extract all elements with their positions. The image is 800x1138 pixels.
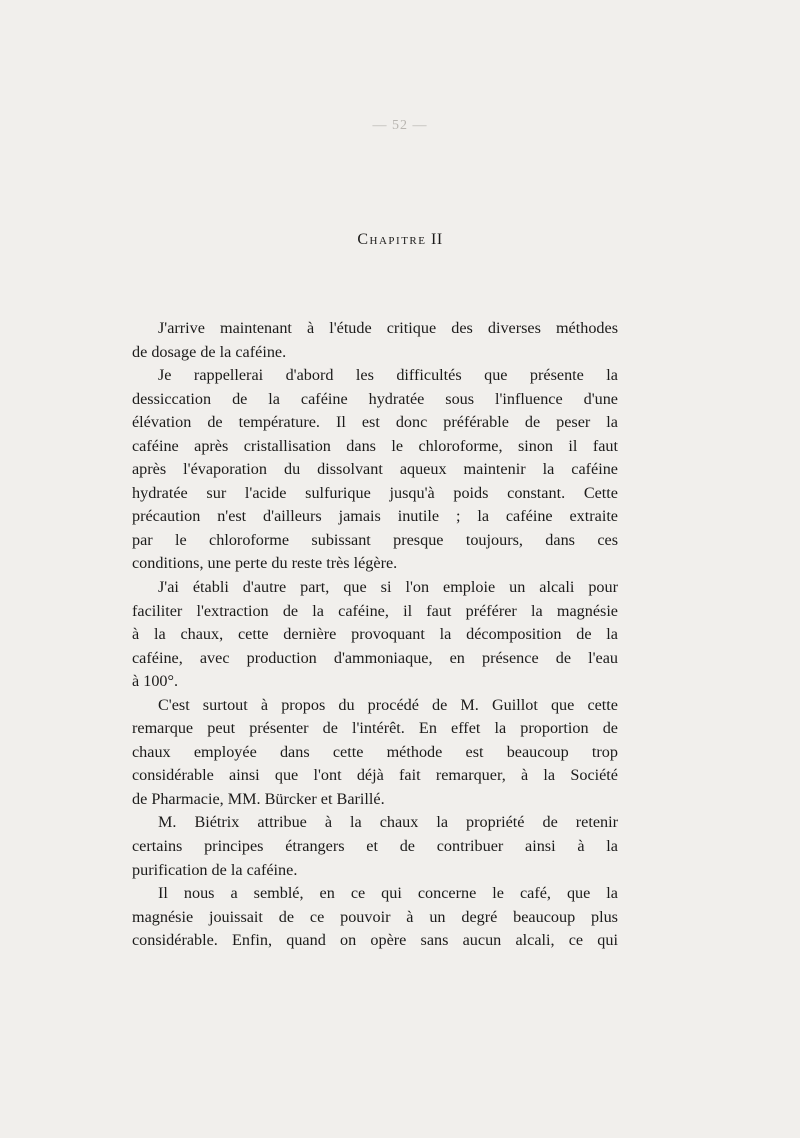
text-line: remarque peut présenter de l'intérêt. En effet la proportion de — [132, 719, 618, 738]
text-line: J'arrive maintenant à l'étude critique des diverses méthodes — [158, 319, 618, 337]
text-line: considérable. Enfin, quand on opère sans aucun alcali, ce qui — [132, 931, 618, 950]
text-line: caféine après cristallisation dans le chloroforme, sinon il faut — [132, 436, 618, 455]
text-line: Il nous a semblé, en ce qui concerne le café, que la — [158, 884, 618, 903]
chapter-numeral: II — [430, 231, 443, 248]
text-line: élévation de température. Il est donc préférable de peser la — [132, 413, 618, 432]
body-text — [132, 317, 618, 953]
text-line: considérable ainsi que l'ont déjà fait remarquer, à la Société — [132, 766, 618, 785]
text-line: après l'évaporation du dissolvant aqueux maintenir la caféine — [132, 460, 618, 479]
text-line: caféine, avec production d'ammoniaque, en présence de l'eau — [132, 648, 618, 667]
page-number: — 52 — — [372, 118, 428, 133]
text-line: faciliter l'extraction de la caféine, il faut préférer la magnésie — [132, 601, 618, 620]
text-line: précaution n'est d'ailleurs jamais inutile ; la caféine extraite — [132, 507, 618, 526]
text-line: de dosage de la caféine. — [132, 342, 287, 361]
text-line: à 100°. — [132, 672, 179, 691]
text-line: de Pharmacie, MM. Bürcker et Barillé. — [132, 789, 385, 808]
text-line: magnésie jouissait de ce pouvoir à un degré beaucoup plus — [132, 907, 618, 926]
text-line: M. Biétrix attribue à la chaux la propriété de retenir — [158, 813, 618, 832]
text-line: certains principes étrangers et de contribuer ainsi à la — [132, 837, 618, 856]
text-line: Je rappellerai d'abord les difficultés que présente la — [158, 366, 618, 385]
text-line: conditions, une perte du reste très légère. — [132, 554, 398, 573]
text-line: J'ai établi d'autre part, que si l'on emploie un alcali pour — [158, 578, 618, 597]
text-line: purification de la caféine. — [132, 860, 298, 879]
text-line: hydratée sur l'acide sulfurique jusqu'à poids constant. Cette — [132, 483, 618, 502]
text-line: chaux employée dans cette méthode est beaucoup trop — [132, 742, 618, 761]
text-line: à la chaux, cette dernière provoquant la décomposition de la — [132, 625, 618, 644]
chapter-heading — [0, 231, 800, 249]
chapter-label: Chapitre — [357, 231, 427, 248]
text-line: dessiccation de la caféine hydratée sous l'influence d'une — [132, 389, 618, 408]
text-line: par le chloroforme subissant presque toujours, dans ces — [132, 530, 618, 549]
text-line: C'est surtout à propos du procédé de M. Guillot que cette — [158, 695, 618, 714]
